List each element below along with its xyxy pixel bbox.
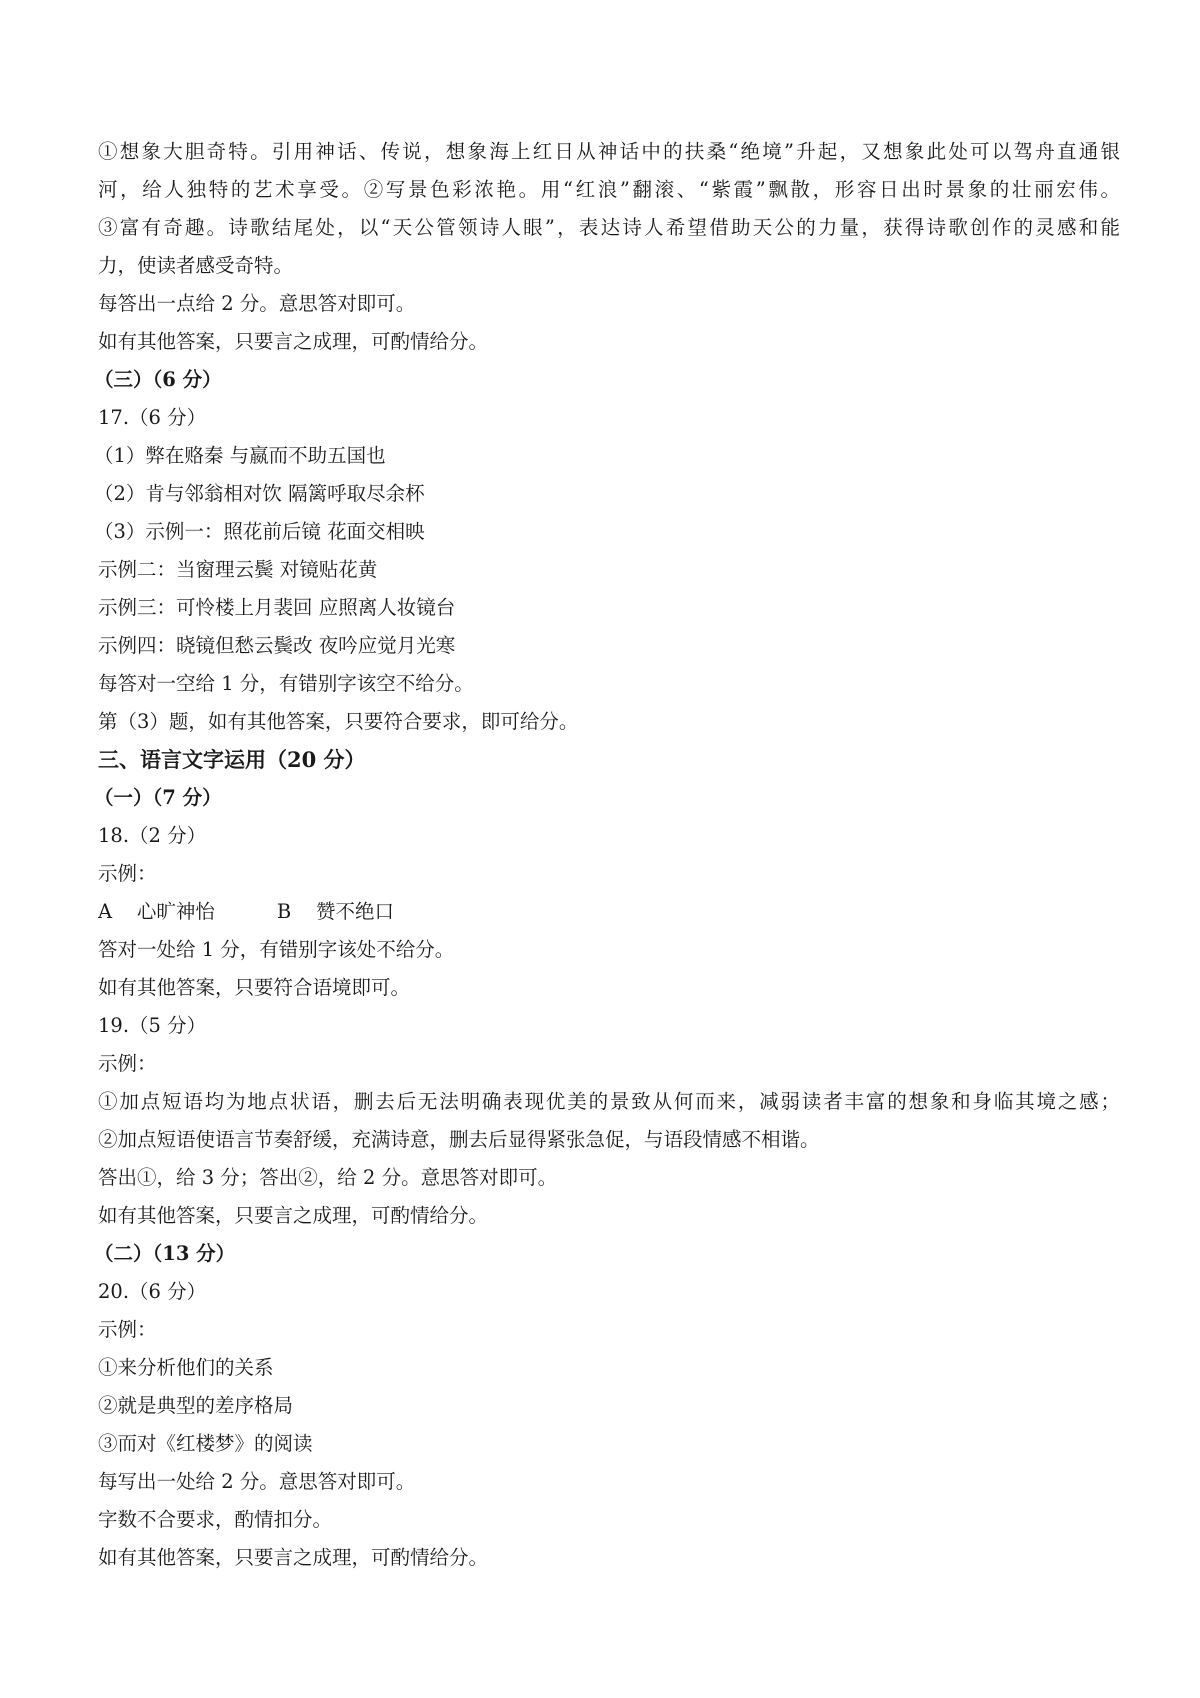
question-number: 18.（2 分） xyxy=(98,824,207,847)
question-number: 17.（6 分） xyxy=(98,406,207,429)
text-line: ③富有奇趣。诗歌结尾处，以“天公管领诗人眼”，表达诗人希望借助天公的力量，获得诗歌创作的灵感和能 xyxy=(98,216,1120,239)
example-label: 示例： xyxy=(98,862,157,885)
answer-line: （3）示例一：照花前后镜 花面交相映 xyxy=(94,520,425,543)
scoring-note: 每写出一处给 2 分。意思答对即可。 xyxy=(98,1470,416,1493)
text-line: ①想象大胆奇特。引用神话、传说，想象海上红日从神话中的扶桑“绝境”升起，又想象此处可以驾舟直通银 xyxy=(98,140,1120,163)
answer-line: ②就是典型的差序格局 xyxy=(98,1394,294,1417)
answer-line: 示例二：当窗理云鬓 对镜贴花黄 xyxy=(98,558,378,581)
answer-line: ②加点短语使语言节奏舒缓，充满诗意，删去后显得紧张急促，与语段情感不相谐。 xyxy=(98,1128,820,1151)
scoring-note: 答出①，给 3 分；答出②，给 2 分。意思答对即可。 xyxy=(98,1166,558,1189)
answer-text-block xyxy=(94,133,1120,1577)
answer-line: ①加点短语均为地点状语，删去后无法明确表现优美的景致从何而来，减弱读者丰富的想象和身临其境之感； xyxy=(98,1090,1120,1113)
section-heading: 三、语言文字运用（20 分） xyxy=(98,747,366,772)
answer-line: 示例三：可怜楼上月裴回 应照离人妆镜台 xyxy=(98,596,456,619)
answer-line: 示例四：晓镜但愁云鬓改 夜吟应觉月光寒 xyxy=(98,634,456,657)
scoring-note: 每答对一空给 1 分，有错别字该空不给分。 xyxy=(98,672,474,695)
question-number: 19.（5 分） xyxy=(98,1014,207,1037)
scoring-note: 如有其他答案，只要言之成理，可酌情给分。 xyxy=(98,1546,489,1569)
scoring-note: 如有其他答案，只要符合语境即可。 xyxy=(98,976,411,999)
subsection-heading: （一）（7 分） xyxy=(94,786,222,809)
subsection-heading: （三）（6 分） xyxy=(94,368,222,391)
answer-line: （1）弊在赂秦 与嬴而不助五国也 xyxy=(94,444,386,467)
answer-line: A 心旷神怡 B 赞不绝口 xyxy=(98,900,394,923)
text-line: 力，使读者感受奇特。 xyxy=(98,254,294,277)
scoring-note: 如有其他答案，只要言之成理，可酌情给分。 xyxy=(98,330,489,353)
answer-line: ①来分析他们的关系 xyxy=(98,1356,274,1379)
scoring-note: 如有其他答案，只要言之成理，可酌情给分。 xyxy=(98,1204,489,1227)
scoring-note: 每答出一点给 2 分。意思答对即可。 xyxy=(98,292,416,315)
scoring-note: 答对一处给 1 分，有错别字该处不给分。 xyxy=(98,938,455,961)
scoring-note: 第（3）题，如有其他答案，只要符合要求，即可给分。 xyxy=(98,710,579,733)
subsection-heading: （二）（13 分） xyxy=(94,1242,236,1265)
answer-line: ③而对《红楼梦》的阅读 xyxy=(98,1432,313,1455)
example-label: 示例： xyxy=(98,1318,157,1341)
scoring-note: 字数不合要求，酌情扣分。 xyxy=(98,1508,333,1531)
question-number: 20.（6 分） xyxy=(98,1280,207,1303)
answer-line: （2）肯与邻翁相对饮 隔篱呼取尽余杯 xyxy=(94,482,425,505)
text-line: 河，给人独特的艺术享受。②写景色彩浓艳。用“红浪”翻滚、“紫霞”飘散，形容日出时景象的壮丽宏伟。 xyxy=(98,178,1120,201)
example-label: 示例： xyxy=(98,1052,157,1075)
